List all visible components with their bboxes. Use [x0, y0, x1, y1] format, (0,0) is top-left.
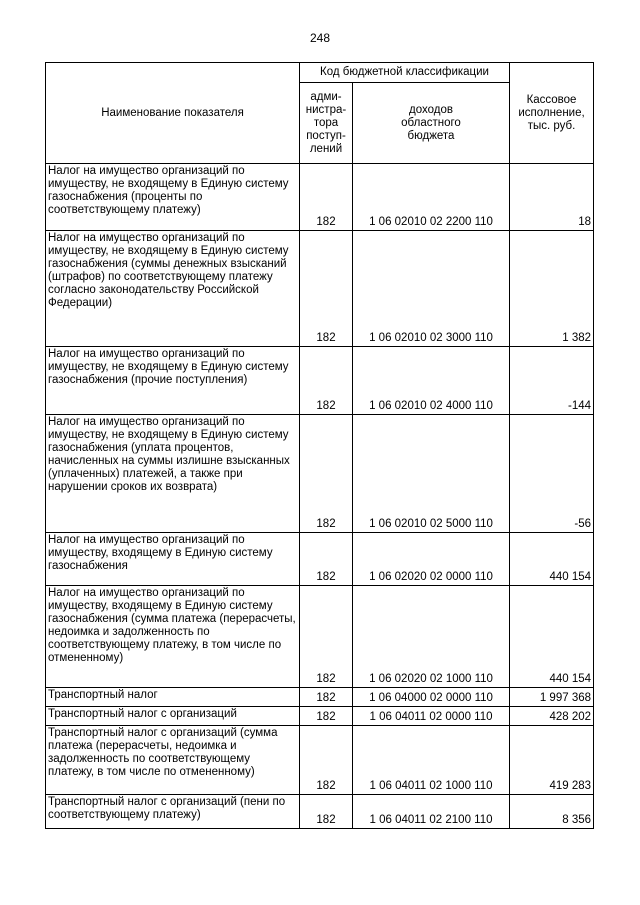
row-amount: 8 356: [510, 795, 594, 829]
table-row: [46, 164, 594, 231]
row-name: Транспортный налог с организаций (сумма платежа (перерасчеты, недоимка и задолженность по соответствующему платежу, в том числе по отмененному): [46, 726, 300, 795]
column-header-admin-text: адми- нистра- тора поступ- лений: [305, 90, 347, 155]
row-name: Налог на имущество организаций по имуществу, не входящему в Единую систему газоснабжения (проценты по соответствующему платежу): [46, 164, 300, 231]
table-row: [46, 415, 594, 533]
table-row: [46, 231, 594, 347]
row-income-code: 1 06 02010 02 2200 110: [353, 164, 510, 231]
row-amount: 1 382: [510, 231, 594, 347]
column-header-income-code-text: доходов областного бюджета: [401, 103, 461, 142]
column-header-amount-text: Кассовое исполнение, тыс. руб.: [518, 93, 585, 132]
row-name: Транспортный налог с организаций (пени по соответствующему платежу): [46, 795, 300, 829]
table-row: [46, 688, 594, 707]
column-header-classification-code: Код бюджетной классификации: [300, 63, 510, 83]
row-income-code: 1 06 04011 02 2100 110: [353, 795, 510, 829]
row-income-code: 1 06 02020 02 1000 110: [353, 586, 510, 688]
page-number: 248: [309, 31, 331, 45]
row-income-code: 1 06 02010 02 5000 110: [353, 415, 510, 533]
row-income-code: 1 06 02020 02 0000 110: [353, 533, 510, 586]
row-amount: 419 283: [510, 726, 594, 795]
row-amount: -144: [510, 347, 594, 415]
table-row: [46, 586, 594, 688]
header-row-top: [46, 63, 594, 83]
row-admin-code: 182: [300, 688, 353, 707]
row-admin-code: 182: [300, 533, 353, 586]
table-row: [46, 795, 594, 829]
row-amount: 428 202: [510, 707, 594, 726]
row-amount: 440 154: [510, 533, 594, 586]
row-name: Налог на имущество организаций по имуществу, входящему в Единую систему газоснабжения: [46, 533, 300, 586]
column-header-name: Наименование показателя: [46, 63, 300, 164]
table-row: [46, 726, 594, 795]
row-admin-code: 182: [300, 347, 353, 415]
column-header-income-code: [353, 83, 510, 164]
row-income-code: 1 06 04011 02 1000 110: [353, 726, 510, 795]
row-name: Налог на имущество организаций по имуществу, не входящему в Единую систему газоснабжения (прочие поступления): [46, 347, 300, 415]
row-amount: -56: [510, 415, 594, 533]
row-name: Налог на имущество организаций по имуществу, входящему в Единую систему газоснабжения (сумма платежа (перерасчеты, недоимка и задолженность по соответствующему платежу, в том числе по отмененному): [46, 586, 300, 688]
row-name: Транспортный налог с организаций: [46, 707, 300, 726]
row-income-code: 1 06 02010 02 3000 110: [353, 231, 510, 347]
column-header-admin: [300, 83, 353, 164]
row-admin-code: 182: [300, 586, 353, 688]
table-row: [46, 533, 594, 586]
row-amount: 18: [510, 164, 594, 231]
row-income-code: 1 06 04011 02 0000 110: [353, 707, 510, 726]
table-row: [46, 347, 594, 415]
row-income-code: 1 06 02010 02 4000 110: [353, 347, 510, 415]
row-admin-code: 182: [300, 164, 353, 231]
row-income-code: 1 06 04000 02 0000 110: [353, 688, 510, 707]
row-admin-code: 182: [300, 795, 353, 829]
row-amount: 440 154: [510, 586, 594, 688]
row-admin-code: 182: [300, 231, 353, 347]
row-name: Налог на имущество организаций по имуществу, не входящему в Единую систему газоснабжения (уплата процентов, начисленных на суммы излишне взысканных (уплаченных) платежей, а также при нарушении сроков их возврата): [46, 415, 300, 533]
row-admin-code: 182: [300, 726, 353, 795]
table-row: [46, 707, 594, 726]
row-name: Транспортный налог: [46, 688, 300, 707]
row-admin-code: 182: [300, 707, 353, 726]
row-name: Налог на имущество организаций по имуществу, не входящему в Единую систему газоснабжения (суммы денежных взысканий (штрафов) по соответствующему платежу согласно законодательству Российской Федерации): [46, 231, 300, 347]
row-amount: 1 997 368: [510, 688, 594, 707]
budget-table: [45, 62, 594, 829]
column-header-amount: [510, 63, 594, 164]
row-admin-code: 182: [300, 415, 353, 533]
